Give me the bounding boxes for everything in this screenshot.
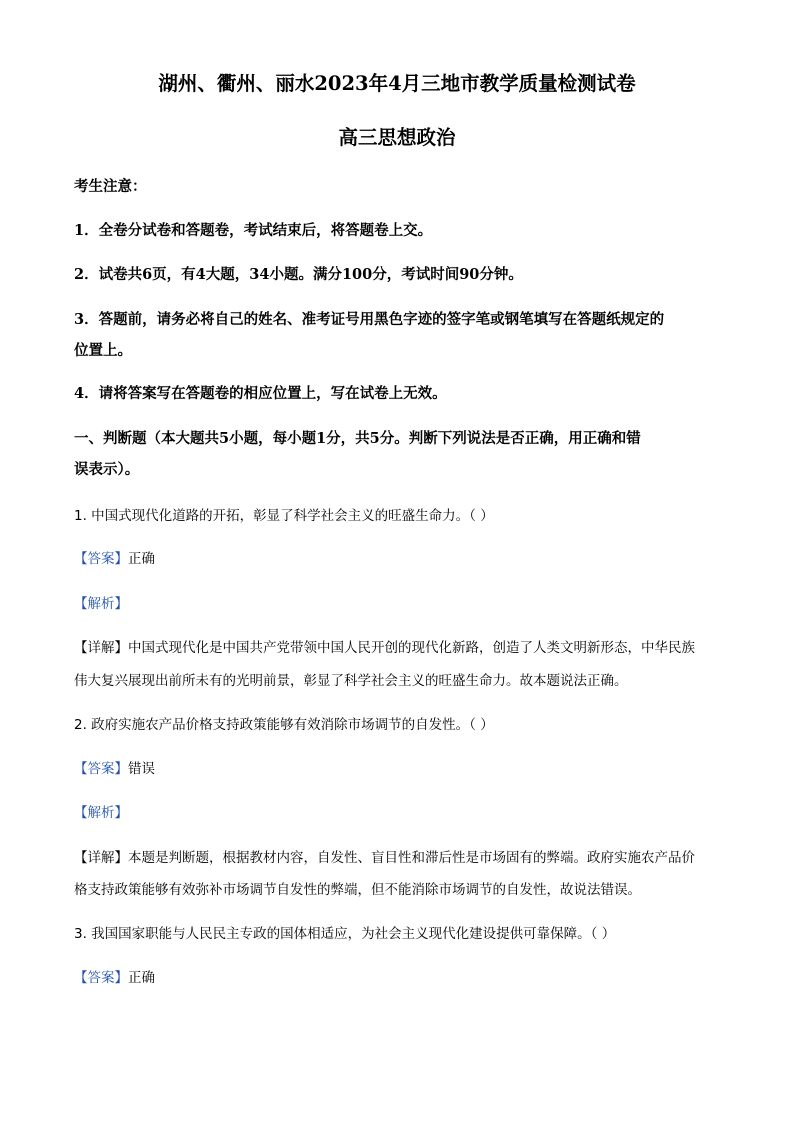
detail-text: 中国式现代化是中国共产党带领中国人民开创的现代化新路，创造了人类文明新形态，中华民族 — [128, 640, 695, 656]
analysis-tag: 【解析】 — [74, 805, 128, 821]
analysis-line — [74, 598, 128, 612]
answer-tag: 【答案】 — [74, 551, 128, 567]
notice-item: 位置上。 — [74, 342, 132, 359]
exam-title: 湖州、衢州、丽水2023年4月三地市教学质量检测试卷 — [158, 72, 636, 95]
answer-value: 正确 — [128, 970, 155, 986]
detail-line — [74, 852, 695, 866]
detail-tag: 【详解】 — [74, 640, 128, 656]
detail-text-cont: 伟大复兴展现出前所未有的光明前景，彰显了科学社会主义的旺盛生命力。故本题说法正确。 — [74, 673, 628, 689]
answer-tag: 【答案】 — [74, 761, 128, 777]
answer-line — [74, 763, 155, 777]
notice-item: 4．请将答案写在答题卷的相应位置上，写在试卷上无效。 — [74, 385, 447, 402]
detail-tag: 【详解】 — [74, 850, 128, 866]
analysis-line — [74, 807, 128, 821]
analysis-tag: 【解析】 — [74, 596, 128, 612]
exam-subtitle: 高三思想政治 — [338, 126, 456, 149]
answer-line — [74, 553, 155, 567]
answer-line — [74, 972, 155, 986]
question-text: 2. 政府实施农产品价格支持政策能够有效消除市场调节的自发性。（ ） — [74, 717, 494, 733]
notice-item: 3．答题前，请务必将自己的姓名、准考证号用黑色字迹的签字笔或钢笔填写在答题纸规定的 — [74, 311, 665, 328]
question-text: 3. 我国国家职能与人民民主专政的国体相适应，为社会主义现代化建设提供可靠保障。（ ） — [74, 926, 616, 942]
answer-value: 错误 — [128, 761, 155, 777]
notice-item: 2．试卷共6页，有4大题，34小题。满分100分，考试时间90分钟。 — [74, 266, 523, 283]
section-heading-cont: 误表示）。 — [74, 461, 140, 478]
detail-text: 本题是判断题，根据教材内容，自发性、盲目性和滞后性是市场固有的弊端。政府实施农产品价 — [128, 850, 695, 866]
notice-heading: 考生注意： — [74, 178, 147, 195]
notice-item: 1．全卷分试卷和答题卷，考试结束后，将答题卷上交。 — [74, 222, 433, 239]
answer-tag: 【答案】 — [74, 970, 128, 986]
answer-value: 正确 — [128, 551, 155, 567]
detail-line — [74, 642, 695, 656]
question-text: 1. 中国式现代化道路的开拓，彰显了科学社会主义的旺盛生命力。（ ） — [74, 508, 494, 524]
section-heading: 一、判断题（本大题共5小题，每小题1分，共5分。判断下列说法是否正确，用正确和错 — [74, 430, 641, 447]
detail-text-cont: 格支持政策能够有效弥补市场调节自发性的弊端，但不能消除市场调节的自发性，故说法错误。 — [74, 882, 641, 898]
